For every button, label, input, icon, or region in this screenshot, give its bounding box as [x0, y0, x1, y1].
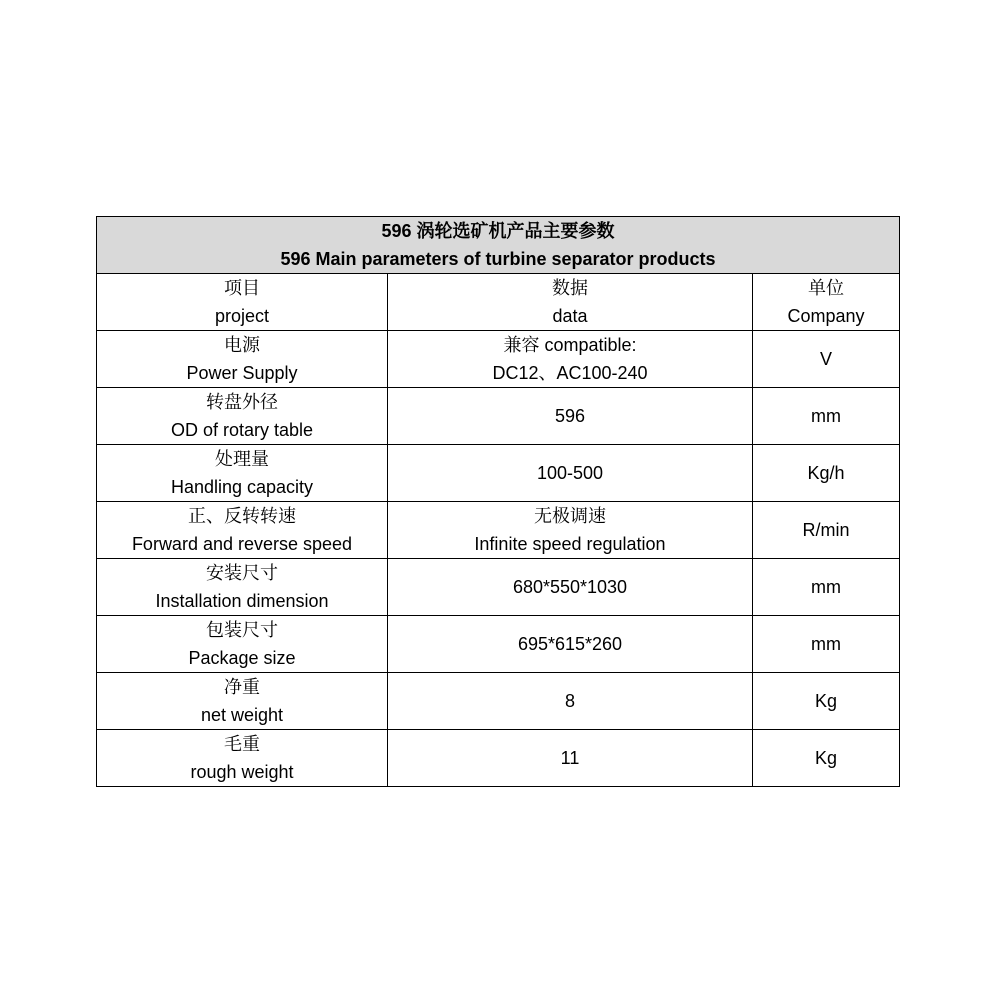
cell-data — [388, 673, 753, 730]
header-unit-en: Company — [787, 306, 865, 326]
data-line-1: 596 — [554, 406, 586, 426]
item-en: Handling capacity — [170, 477, 314, 497]
table-title — [97, 217, 900, 274]
cell-unit — [753, 616, 900, 673]
unit-value: V — [819, 349, 832, 369]
table-title-row — [97, 217, 900, 274]
cell-item — [97, 445, 388, 502]
item-en: Package size — [188, 648, 296, 668]
title-en: 596 Main parameters of turbine separator products — [280, 249, 716, 269]
table-body — [97, 331, 900, 787]
item-zh: 包装尺寸 — [206, 620, 278, 640]
item-zh: 电源 — [224, 335, 260, 355]
item-zh: 转盘外径 — [206, 392, 278, 412]
header-unit — [753, 274, 900, 331]
cell-unit — [753, 331, 900, 388]
cell-data — [388, 730, 753, 787]
cell-item — [97, 331, 388, 388]
cell-item — [97, 502, 388, 559]
table-row — [97, 730, 900, 787]
cell-unit — [753, 388, 900, 445]
item-en: Installation dimension — [155, 591, 329, 611]
cell-data — [388, 616, 753, 673]
data-line-1: 695*615*260 — [517, 634, 623, 654]
unit-value: R/min — [802, 520, 850, 540]
cell-unit — [753, 502, 900, 559]
cell-item — [97, 616, 388, 673]
header-item — [97, 274, 388, 331]
table-row — [97, 331, 900, 388]
cell-item — [97, 388, 388, 445]
unit-value: mm — [811, 406, 841, 426]
title-zh: 596 涡轮选矿机产品主要参数 — [381, 221, 615, 241]
unit-value: Kg — [814, 748, 838, 768]
unit-value: Kg — [814, 691, 838, 711]
header-unit-zh: 单位 — [808, 278, 844, 298]
cell-data — [388, 331, 753, 388]
header-data-zh: 数据 — [552, 278, 588, 298]
unit-value: mm — [811, 577, 841, 597]
header-data-en: data — [552, 306, 588, 326]
table-row — [97, 502, 900, 559]
data-line-1: 100-500 — [536, 463, 604, 483]
data-line-1: 8 — [564, 691, 575, 711]
header-item-en: project — [214, 306, 270, 326]
item-en: net weight — [200, 705, 284, 725]
header-data — [388, 274, 753, 331]
cell-item — [97, 673, 388, 730]
cell-item — [97, 730, 388, 787]
data-line-2: DC12、AC100-240 — [492, 363, 648, 383]
table-row — [97, 445, 900, 502]
cell-unit — [753, 673, 900, 730]
item-en: OD of rotary table — [170, 420, 314, 440]
cell-unit — [753, 445, 900, 502]
item-en: rough weight — [190, 762, 294, 782]
data-line-2: Infinite speed regulation — [474, 534, 666, 554]
item-zh: 正、反转转速 — [188, 506, 296, 526]
table-row — [97, 673, 900, 730]
item-en: Power Supply — [186, 363, 298, 383]
cell-data — [388, 388, 753, 445]
data-line-1: 无极调速 — [534, 506, 606, 526]
unit-value: mm — [811, 634, 841, 654]
item-zh: 毛重 — [224, 734, 260, 754]
item-zh: 净重 — [224, 677, 260, 697]
table-row — [97, 616, 900, 673]
header-row — [97, 274, 900, 331]
item-en: Forward and reverse speed — [131, 534, 353, 554]
cell-unit — [753, 559, 900, 616]
data-line-1: 兼容 compatible: — [503, 335, 637, 355]
cell-item — [97, 559, 388, 616]
unit-value: Kg/h — [807, 463, 845, 483]
cell-data — [388, 559, 753, 616]
cell-data — [388, 502, 753, 559]
header-item-zh: 项目 — [224, 278, 260, 298]
parameters-table — [96, 216, 900, 787]
cell-unit — [753, 730, 900, 787]
item-zh: 安装尺寸 — [206, 563, 278, 583]
item-zh: 处理量 — [215, 449, 269, 469]
data-line-1: 680*550*1030 — [512, 577, 628, 597]
cell-data — [388, 445, 753, 502]
table-row — [97, 388, 900, 445]
data-line-1: 11 — [560, 748, 580, 768]
table-row — [97, 559, 900, 616]
